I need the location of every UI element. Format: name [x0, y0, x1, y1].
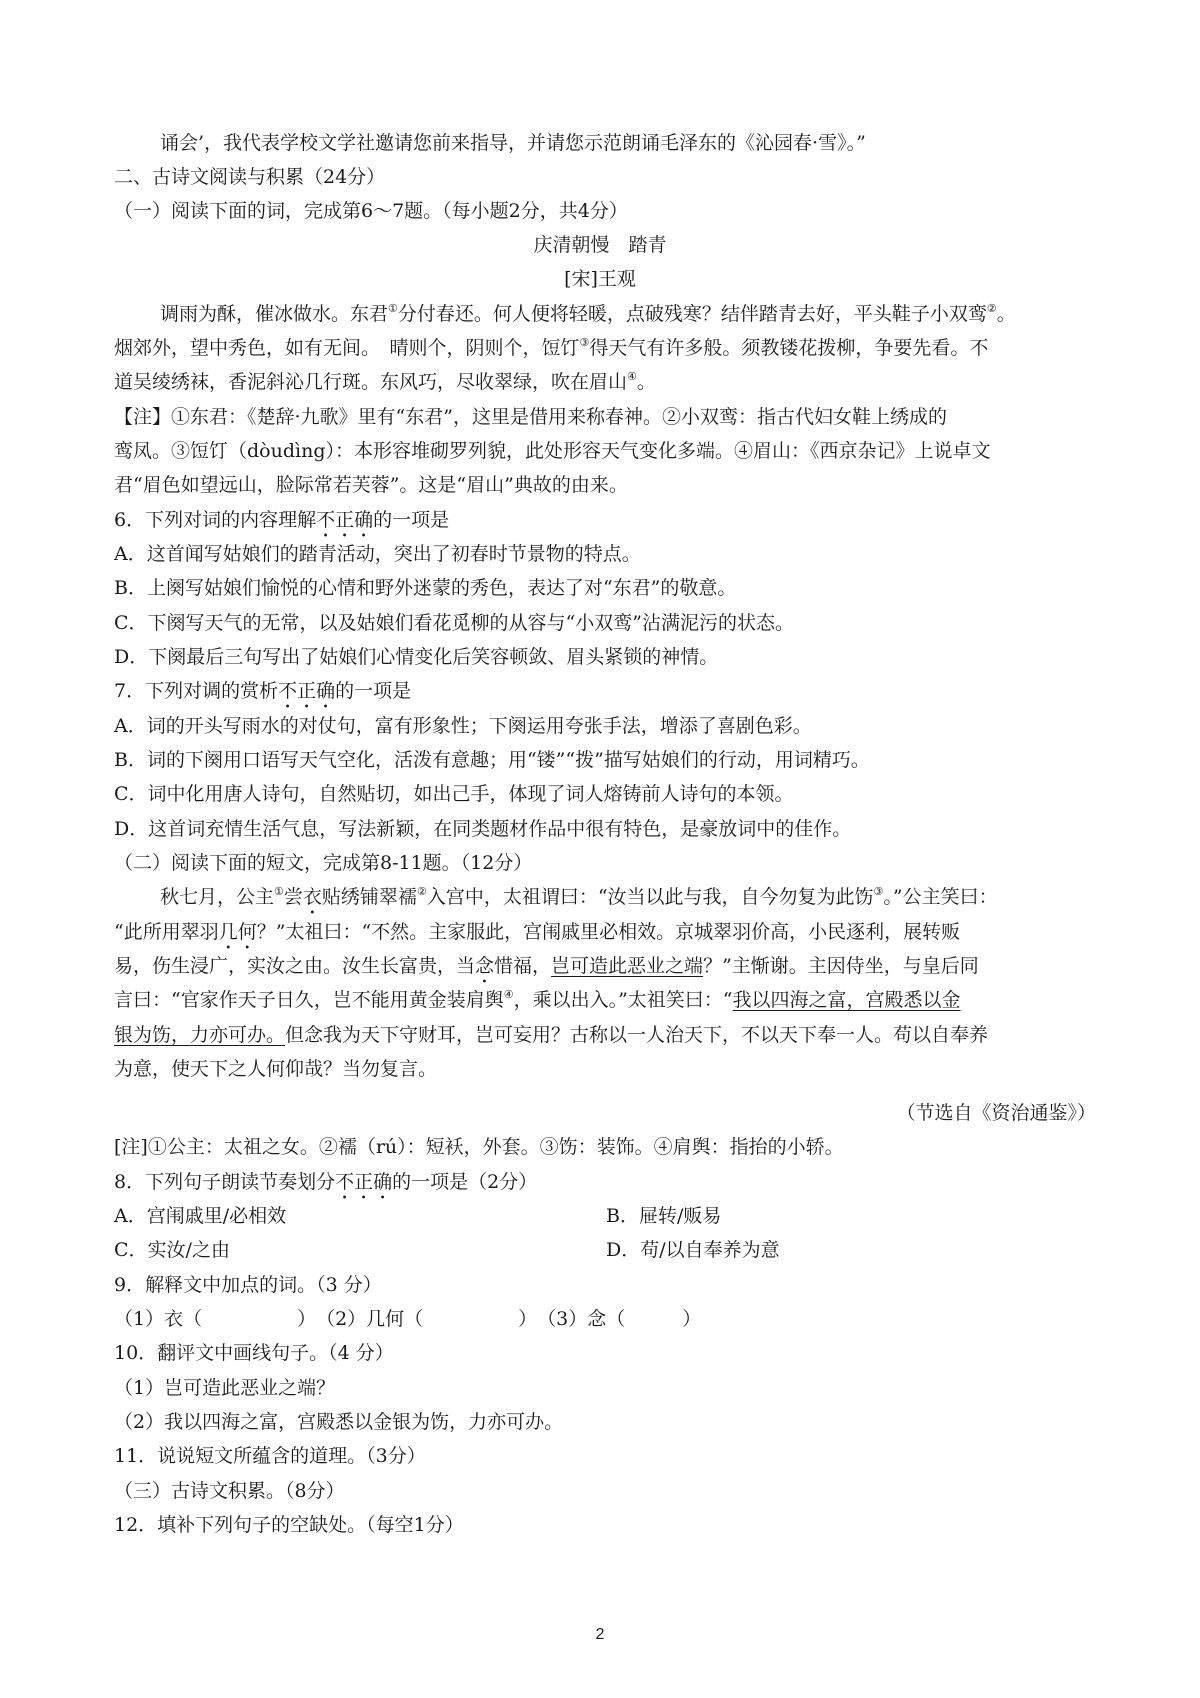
option-b: B．上阕写姑娘们愉悦的心情和野外迷蒙的秀色，表达了对“东君”的敬意。 — [114, 577, 737, 599]
question-10-item: （2）我以四海之富，宫殿悉以金银为饬，力亦可办。 — [114, 1411, 564, 1433]
question-10-item: （1）岂可造此恶业之端？ — [114, 1377, 336, 1399]
option-a: A．宫闱戚里/必相效 — [114, 1205, 287, 1227]
text-line: 诵会’，我代表学校文学社邀请您前来指导，并请您示范朗诵毛泽东的《沁园春·雪》。” — [160, 132, 866, 154]
question-9-blanks: （1）衣（ ） （2）几何（ ） （3）念（ ） — [114, 1308, 702, 1330]
passage-line: 秋七月，公主①尝衣贴绣铺翠襦②入宫中，太祖谓曰：“汝当以此与我，自今勿复为此饬③。”公主笑曰： — [160, 885, 998, 908]
passage-line: “此所用翠羽几何？”太祖曰：“不然。主家服此，宫闱戚里必相效。京城翠羽价高，小民逐利，展转贩 — [114, 921, 961, 943]
question-6: 6．下列对词的内容理解不正确的一项是 — [114, 509, 450, 531]
option-b: B．词的下阕用口语写天气空化，活泼有意趣；用“镂”“拨”描写姑娘们的行动，用词精巧。 — [114, 749, 870, 771]
passage-line: 为意，使天下之人何仰哉？当勿复言。 — [114, 1058, 438, 1080]
note-line: 君“眉色如望远山，脸际常若芙蓉”。这是“眉山”典故的由来。 — [114, 474, 628, 496]
question-9: 9．解释文中加点的词。（3 分） — [114, 1274, 382, 1296]
page-number: 2 — [595, 1626, 605, 1643]
note-line: 鸾凤。③饾饤（dòudìng）：本形容堆砌罗列貌，此处形容天气变化多端。④眉山：《西京杂记》上说卓文 — [114, 440, 991, 462]
poem-title: 庆清朝慢 踏青 — [533, 234, 667, 256]
subsection-heading: （一）阅读下面的词，完成第6～7题。（每小题2分，共4分） — [114, 200, 628, 222]
passage-source: （节选自《资治通鉴》） — [896, 1102, 1096, 1124]
question-8: 8．下列句子朗读节奏划分不正确的一项是（2分） — [114, 1171, 538, 1193]
poem-line: 调雨为酥，催冰做水。东君①分付春还。何人便将轻暖，点破残寒？结伴踏青去好，平头鞋子小双鸾②。 — [160, 302, 1016, 325]
option-c: C．词中化用唐人诗句，自然贴切，如出己手，体现了词人熔铸前人诗句的本领。 — [114, 783, 794, 805]
poem-line: 烟郊外，望中秀色，如有无间。 晴则个，阴则个，饾饤③得天气有许多般。须教镂花拨柳，争要先看。不 — [114, 336, 989, 359]
poem-line: 道吴绫绣袜，香泥斜沁几行斑。东风巧，尽收翠绿，吹在眉山④。 — [114, 370, 656, 393]
section-heading: 二、古诗文阅读与积累（24分） — [114, 166, 386, 188]
options-row — [114, 1233, 1114, 1267]
passage-line: 言曰：“官家作天子日久，岂不能用黄金装肩舆④，乘以出入。”太祖笑曰：“我以四海之富，宫殿悉以金 — [114, 988, 961, 1011]
option-d: D．苟/以自奉养为意 — [606, 1239, 780, 1261]
passage-line: 易，伤生浸广，实汝之由。汝生长富贵，当念惜福，岂可造此恶业之端？”主惭谢。主因侍坐，与皇后同 — [114, 955, 979, 977]
note-line: 【注】①东君：《楚辞·九歌》里有“东君”，这里是借用来称春神。②小双鸾：指古代妇女鞋上绣成的 — [114, 406, 947, 428]
option-a: A．这首闻写姑娘们的踏青活动，突出了初春时节景物的特点。 — [114, 543, 641, 565]
option-d: D．这首词充情生活气息，写法新颖，在同类题材作品中很有特色，是豪放词中的佳作。 — [114, 818, 852, 840]
question-7: 7．下列对调的赏析不正确的一项是 — [114, 680, 412, 702]
subsection-heading: （三）古诗文积累。（8分） — [114, 1480, 345, 1502]
option-a: A．词的开头写雨水的对仗句，富有形象性；下阕运用夸张手法，增添了喜剧色彩。 — [114, 715, 812, 737]
question-11: 11．说说短文所蕴含的道理。（3分） — [114, 1445, 426, 1467]
option-c: C．实汝/之由 — [114, 1239, 230, 1261]
option-b: B．屉转/贩易 — [606, 1205, 722, 1227]
subsection-heading: （二）阅读下面的短文，完成第8-11题。（12分） — [114, 852, 533, 874]
options-row — [114, 1199, 1114, 1233]
note-line: [注]①公主：太祖之女。②襦（rú）：短袄，外套。③饬：装饰。④肩舆：指抬的小轿。 — [114, 1136, 844, 1158]
question-10: 10．翻评文中画线句子。（4 分） — [114, 1342, 394, 1364]
option-d: D．下阕最后三句写出了姑娘们心情变化后笑容顿敛、眉头紧锁的神情。 — [114, 646, 719, 668]
question-12: 12．填补下列句子的空缺处。（每空1分） — [114, 1514, 464, 1536]
poem-author: [宋]王观 — [564, 268, 636, 290]
passage-line: 银为饬，力亦可办。但念我为天下守财耳，岂可妄用？古称以一人治天下，不以天下奉一人。苟以自奉养 — [114, 1024, 989, 1046]
option-c: C．下阕写天气的无常，以及姑娘们看花觅柳的从容与“小双鸾”沾满泥污的状态。 — [114, 612, 794, 634]
